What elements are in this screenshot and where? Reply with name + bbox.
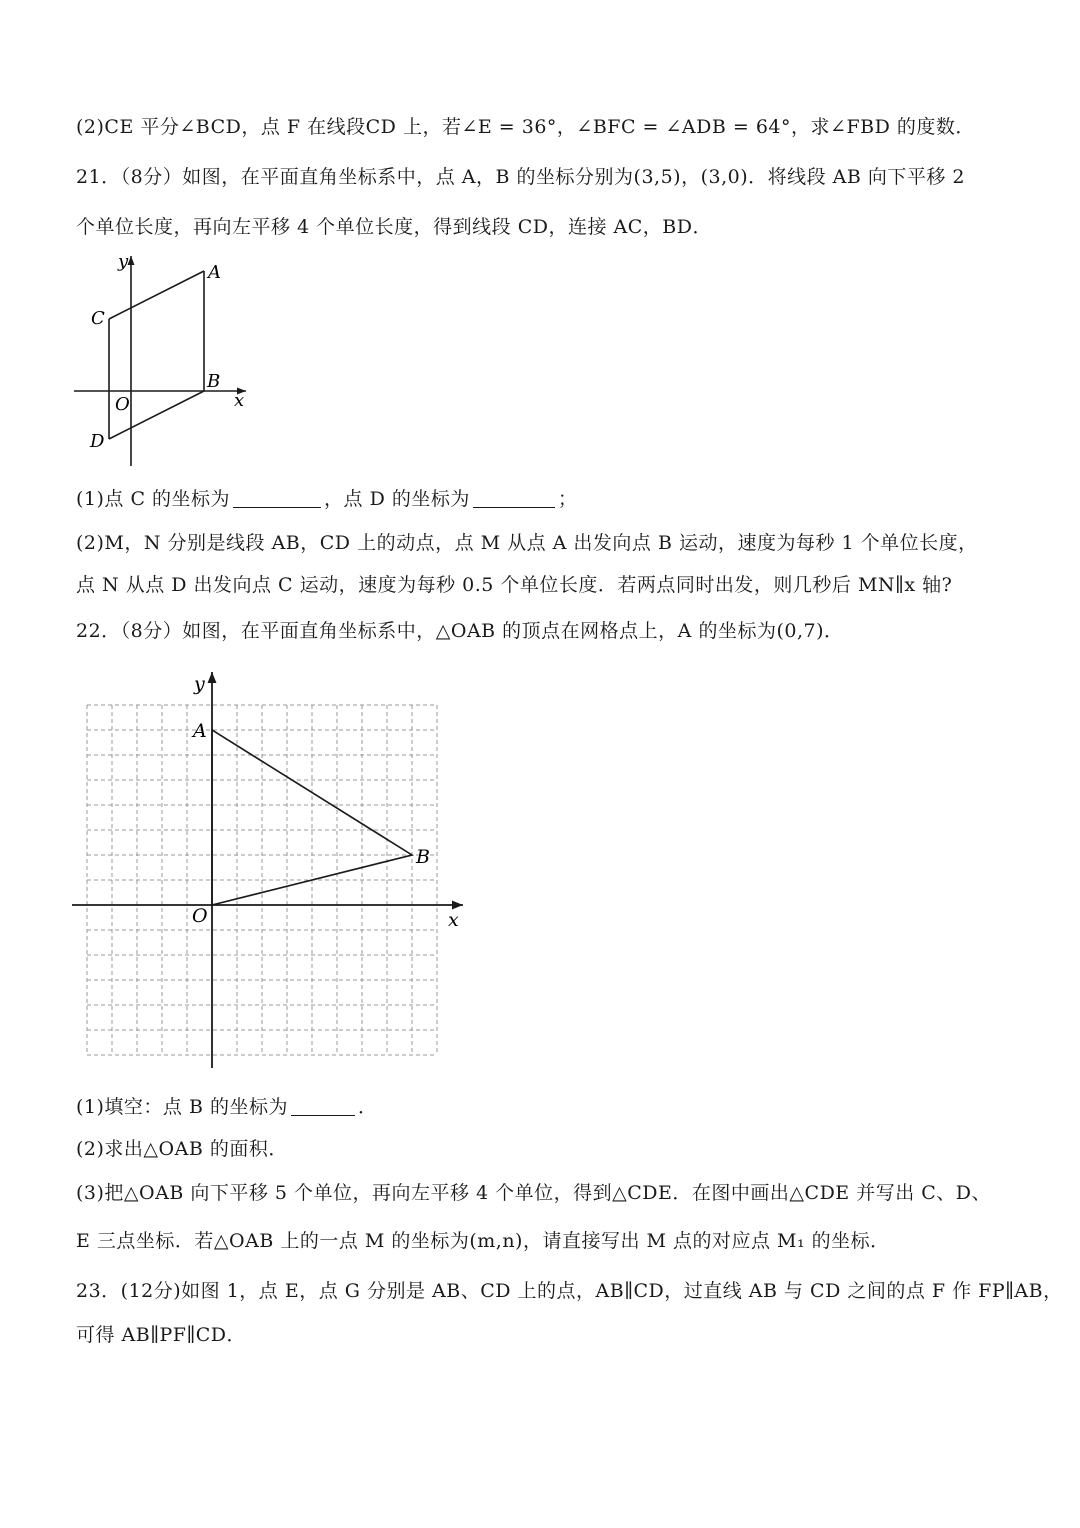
label-d: D — [90, 431, 105, 452]
q21-figure — [70, 250, 260, 475]
q21-stem-line1: 21．（8分）如图，在平面直角坐标系中，点 A，B 的坐标分别为(3,5)，(3,0)．将线段 AB 向下平移 2 — [76, 166, 966, 188]
answer-blank-b[interactable] — [291, 1096, 355, 1116]
answer-blank-d[interactable] — [473, 488, 555, 508]
q21-part1-line — [76, 484, 577, 511]
q21-stem-line2: 个单位长度，再向左平移 4 个单位长度，得到线段 CD，连接 AC，BD． — [76, 216, 712, 238]
q21-part2-line1: (2)M，N 分别是线段 AB，CD 上的动点，点 M 从点 A 出发向点 B 运动，速度为每秒 1 个单位长度， — [76, 532, 978, 554]
q22-part1-line — [76, 1092, 377, 1119]
dashed-grid — [87, 705, 437, 1055]
q21-part1-text-a: (1)点 C 的坐标为 — [76, 488, 231, 510]
label-b: B — [416, 846, 430, 868]
label-x: x — [448, 909, 459, 931]
q21-part1-text-b: ，点 D 的坐标为 — [324, 488, 470, 510]
label-a: A — [193, 720, 207, 742]
q23-stem-line1: 23．(12分)如图 1，点 E，点 G 分别是 AB、CD 上的点，AB∥CD，过直线 AB 与 CD 之间的点 F 作 FP∥AB， — [76, 1280, 1063, 1302]
q22-stem-line: 22．（8分）如图，在平面直角坐标系中，△OAB 的顶点在网格点上，A 的坐标为(0,7)． — [76, 620, 844, 642]
label-b: B — [207, 371, 221, 392]
q21-part2-line2: 点 N 从点 D 出发向点 C 运动，速度为每秒 0.5 个单位长度．若两点同时出发，则几秒后 MN∥x 轴? — [76, 574, 953, 596]
segment-ac — [109, 271, 204, 319]
q20-part2-line: (2)CE 平分∠BCD，点 F 在线段CD 上，若∠E = 36°，∠BFC = ∠ADB = 64°，求∠FBD 的度数． — [76, 116, 975, 138]
label-o: O — [115, 394, 130, 415]
q22-figure — [66, 668, 476, 1073]
label-x: x — [234, 390, 245, 411]
answer-blank-c[interactable] — [233, 488, 321, 508]
label-y: y — [194, 673, 205, 695]
label-a: A — [208, 262, 221, 283]
q22-part3-line1: (3)把△OAB 向下平移 5 个单位，再向左平移 4 个单位，得到△CDE．在图中画出△CDE 并写出 C、D、 — [76, 1182, 992, 1204]
label-y: y — [118, 251, 129, 272]
label-o: O — [192, 905, 208, 927]
q22-part3-line2: E 三点坐标．若△OAB 上的一点 M 的坐标为(m,n)，请直接写出 M 点的对应点 M₁ 的坐标． — [76, 1230, 890, 1252]
q22-part1-text-b: ． — [357, 1096, 378, 1118]
q21-part1-text-c: ； — [557, 488, 578, 510]
q22-part2-line: (2)求出△OAB 的面积． — [76, 1138, 288, 1160]
label-c: C — [91, 308, 105, 329]
q23-stem-line2: 可得 AB∥PF∥CD． — [76, 1324, 247, 1346]
q22-part1-text-a: (1)填空：点 B 的坐标为 — [76, 1096, 288, 1118]
